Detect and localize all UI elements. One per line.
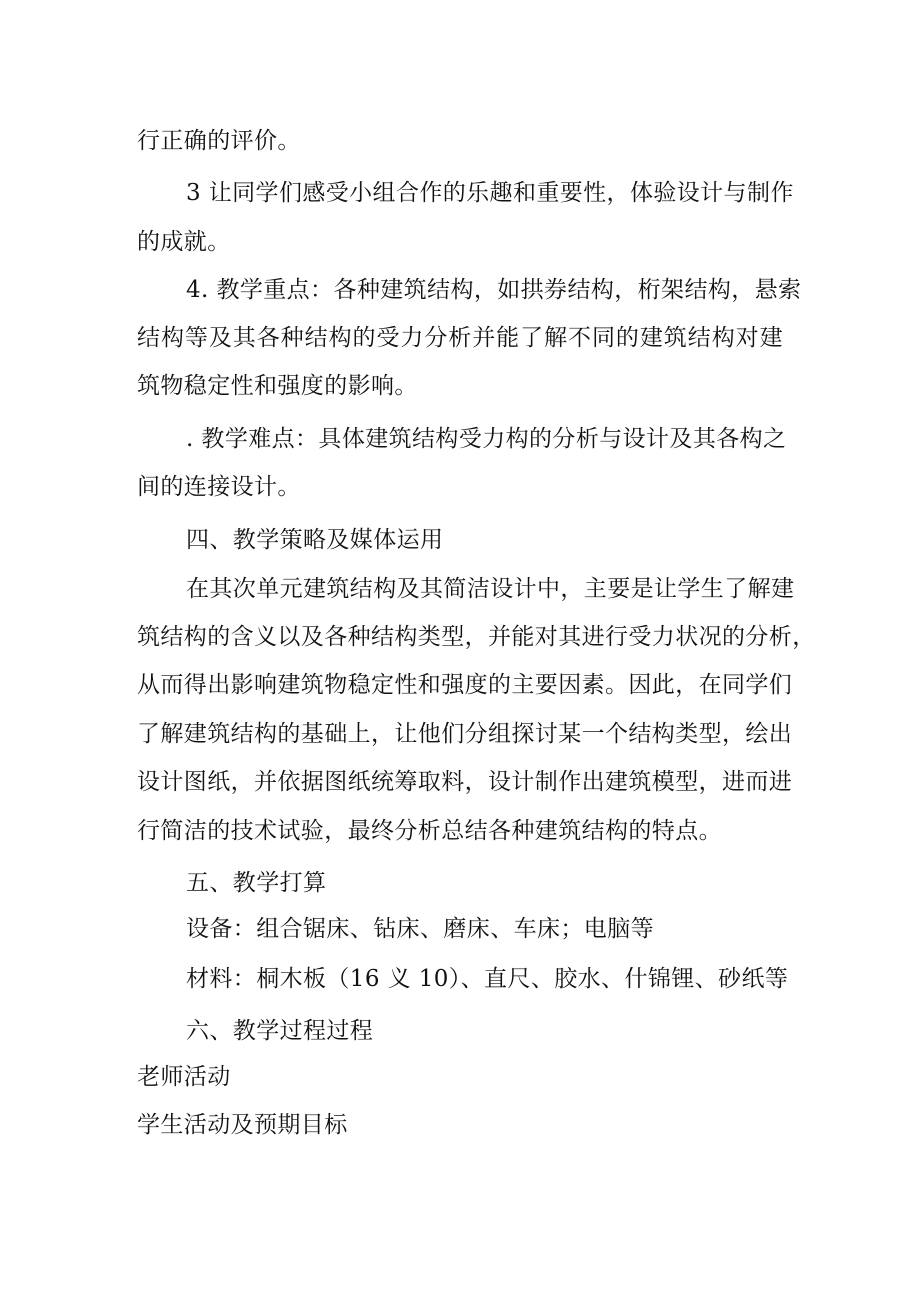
- section-heading: 五、教学打算: [186, 870, 327, 896]
- paragraph-line: 在其次单元建筑结构及其简洁设计中，主要是让学生了解建: [186, 576, 795, 602]
- paragraph-line: 的成就。: [137, 229, 231, 255]
- table-label: 学生活动及预期目标: [137, 1112, 348, 1138]
- paragraph-line: 筑物稳定性和强度的影响。: [137, 373, 418, 399]
- paragraph-line: 设计图纸，并依据图纸统筹取料，设计制作出建筑模型，进而进: [137, 769, 793, 795]
- list-item: 材料：桐木板（16 义 10）、直尺、胶水、什锦锂、砂纸等: [186, 966, 789, 992]
- paragraph-line: 3 让同学们感受小组合作的乐趣和重要性，体验设计与制作: [186, 180, 794, 206]
- paragraph-line: . 教学难点：具体建筑结构受力构的分析与设计及其各构之: [186, 426, 787, 452]
- paragraph-line: 结构等及其各种结构的受力分析并能了解不同的建筑结构对建: [137, 325, 783, 351]
- paragraph-line: 行正确的评价。: [137, 128, 301, 154]
- table-label: 老师活动: [137, 1064, 231, 1090]
- paragraph-line: 间的连接设计。: [137, 474, 301, 500]
- section-heading: 六、教学过程过程: [186, 1018, 374, 1044]
- paragraph-line: 了解建筑结构的基础上，让他们分组探讨某一个结构类型，绘出: [137, 721, 793, 747]
- section-heading: 四、教学策略及媒体运用: [186, 527, 444, 553]
- paragraph-line: 筑结构的含义以及各种结构类型，并能对其进行受力状况的分析，: [137, 624, 816, 650]
- list-item: 设备：组合锯床、钻床、磨床、车床；电脑等: [186, 916, 654, 942]
- paragraph-line: 从而得出影响建筑物稳定性和强度的主要因素。因此，在同学们: [137, 672, 793, 698]
- paragraph-line: 4. 教学重点：各种建筑结构，如拱券结构，桁架结构，悬索: [186, 277, 802, 303]
- paragraph-line: 行简洁的技术试验，最终分析总结各种建筑结构的特点。: [137, 818, 722, 844]
